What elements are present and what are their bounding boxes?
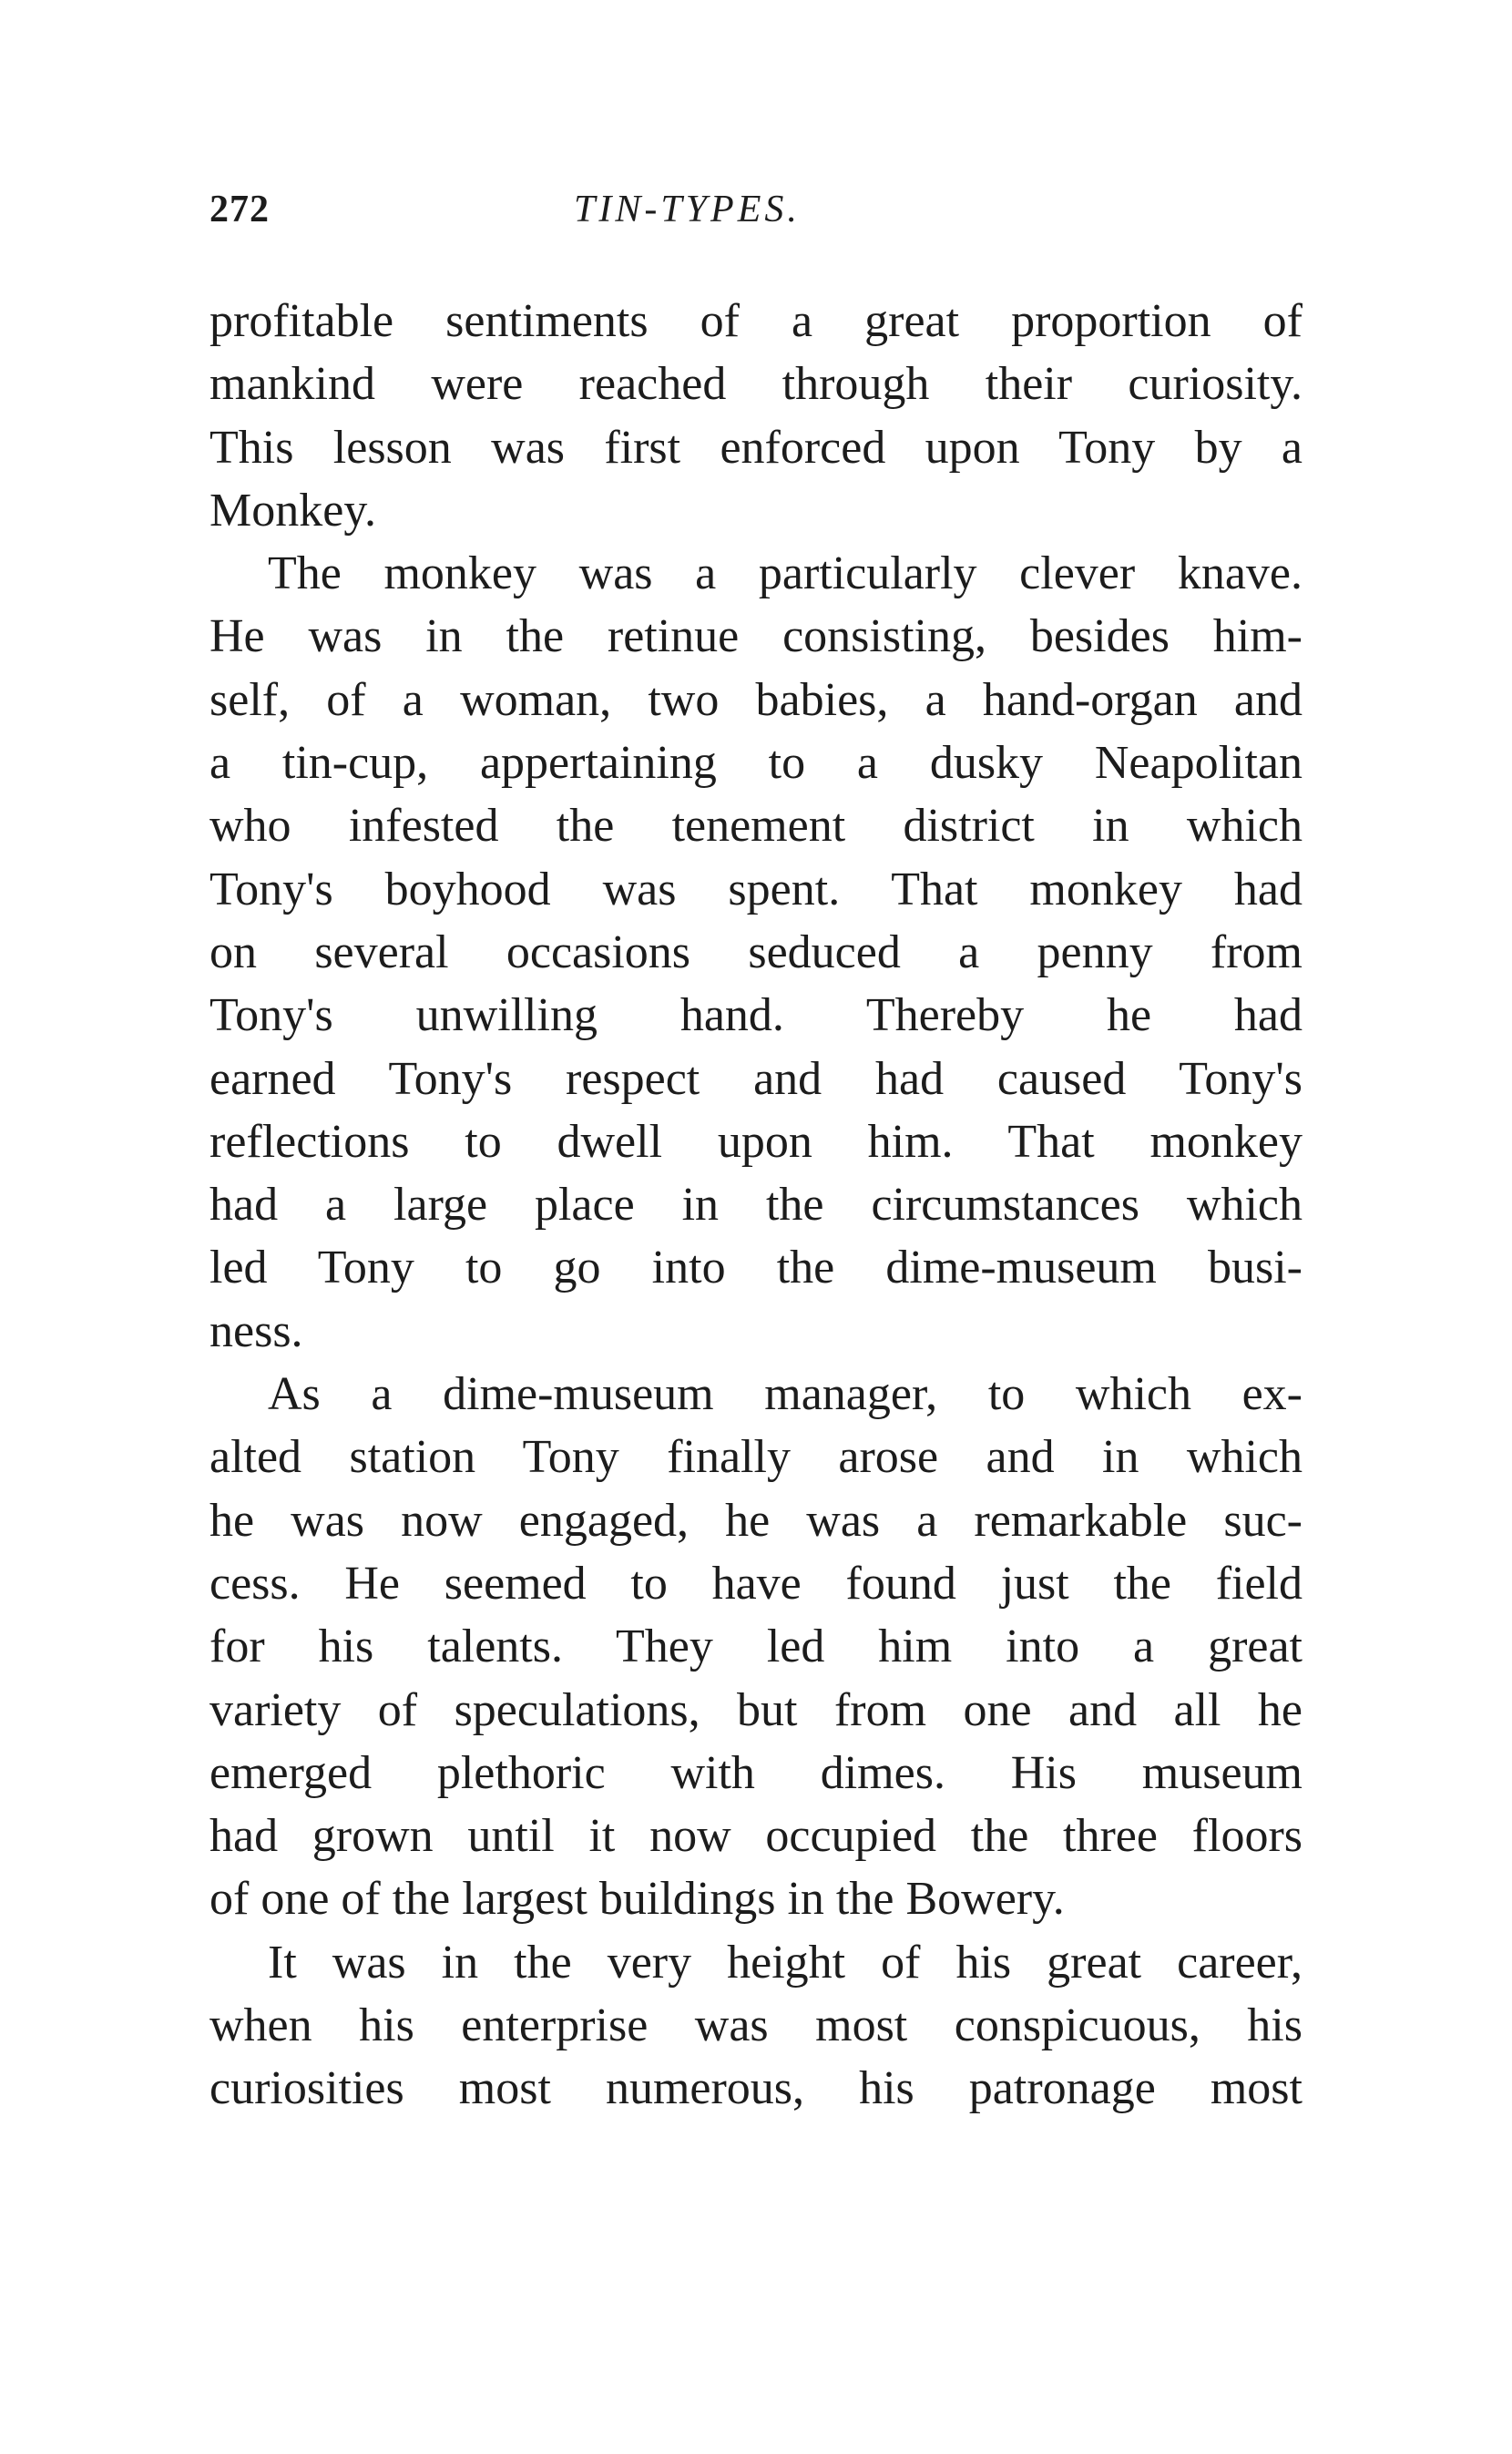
- text-line: a tin-cup, appertaining to a dusky Neapolitan: [209, 737, 1303, 790]
- running-title: TIN-TYPES.: [574, 189, 801, 230]
- page-number: 272: [209, 189, 270, 230]
- text-line: cess. He seemed to have found just the field: [209, 1557, 1303, 1610]
- text-line: of one of the largest buildings in the Bowery.: [209, 1873, 1065, 1926]
- text-line: who infested the tenement district in which: [209, 800, 1303, 853]
- text-line: reflections to dwell upon him. That monkey: [209, 1115, 1303, 1168]
- text-line: when his enterprise was most conspicuous, his: [209, 1999, 1303, 2052]
- page-header: [209, 188, 1303, 242]
- text-line: This lesson was first enforced upon Tony by a: [209, 421, 1303, 474]
- text-line: It was in the very height of his great career,: [268, 1936, 1303, 1989]
- text-line: he was now engaged, he was a remarkable suc-: [209, 1494, 1303, 1547]
- text-line: Tony's boyhood was spent. That monkey had: [209, 863, 1303, 915]
- text-line: led Tony to go into the dime-museum busi-: [209, 1242, 1303, 1294]
- text-line: had grown until it now occupied the three floors: [209, 1810, 1303, 1863]
- body-text: [209, 290, 1303, 2121]
- text-line: Monkey.: [209, 484, 376, 537]
- text-line: ness.: [209, 1304, 303, 1357]
- text-line: alted station Tony finally arose and in which: [209, 1431, 1303, 1484]
- text-line: Tony's unwilling hand. Thereby he had: [209, 989, 1303, 1042]
- text-line: The monkey was a particularly clever knave.: [268, 547, 1303, 600]
- text-line: emerged plethoric with dimes. His museum: [209, 1746, 1303, 1799]
- text-line: profitable sentiments of a great proportion of: [209, 295, 1303, 347]
- text-line: earned Tony's respect and had caused Tony's: [209, 1052, 1303, 1105]
- text-line: mankind were reached through their curiosity.: [209, 358, 1303, 411]
- text-line: had a large place in the circumstances which: [209, 1179, 1303, 1232]
- text-line: As a dime-museum manager, to which ex-: [268, 1368, 1303, 1421]
- text-line: variety of speculations, but from one and all he: [209, 1683, 1303, 1736]
- text-line: curiosities most numerous, his patronage most: [209, 2062, 1303, 2115]
- text-line: He was in the retinue consisting, besides him-: [209, 610, 1303, 663]
- text-line: self, of a woman, two babies, a hand-organ and: [209, 673, 1303, 726]
- text-line: on several occasions seduced a penny from: [209, 925, 1303, 978]
- text-line: for his talents. They led him into a great: [209, 1621, 1303, 1673]
